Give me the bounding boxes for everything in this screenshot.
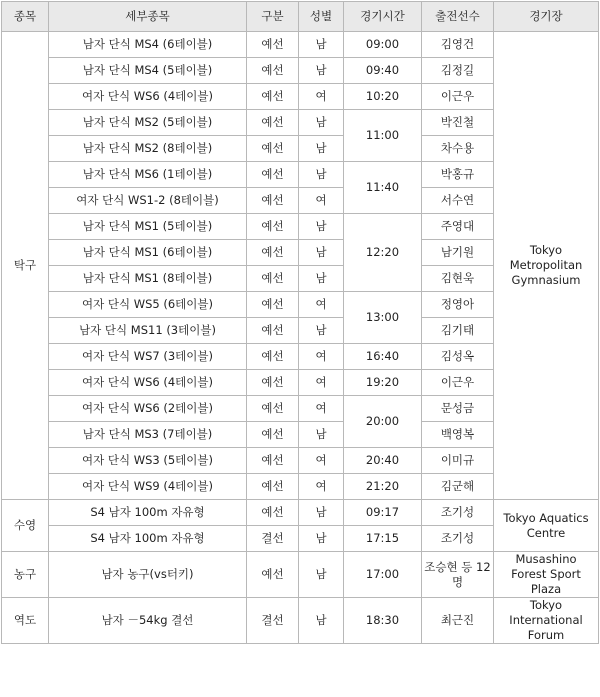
- athlete-name: 조승현 등 12명: [422, 552, 494, 598]
- event-name: 남자 단식 MS1 (6테이블): [49, 240, 247, 266]
- gender: 여: [299, 448, 344, 474]
- event-name: S4 남자 100m 자유형: [49, 526, 247, 552]
- match-time: 13:00: [344, 292, 422, 344]
- round-type: 예선: [247, 266, 299, 292]
- gender: 남: [299, 266, 344, 292]
- round-type: 예선: [247, 58, 299, 84]
- venue-name: Tokyo Aquatics Centre: [494, 500, 599, 552]
- header-athlete: 출전선수: [422, 2, 494, 32]
- event-name: 여자 단식 WS6 (4테이블): [49, 370, 247, 396]
- venue-name: Tokyo International Forum: [494, 598, 599, 644]
- header-gender: 성별: [299, 2, 344, 32]
- athlete-name: 주영대: [422, 214, 494, 240]
- round-type: 예선: [247, 552, 299, 598]
- table-row: [2, 598, 599, 644]
- athlete-name: 김성옥: [422, 344, 494, 370]
- athlete-name: 이근우: [422, 370, 494, 396]
- schedule-table: [1, 1, 599, 644]
- event-name: 남자 단식 MS2 (5테이블): [49, 110, 247, 136]
- athlete-name: 조기성: [422, 526, 494, 552]
- match-time: 10:20: [344, 84, 422, 110]
- athlete-name: 백영복: [422, 422, 494, 448]
- event-name: S4 남자 100m 자유형: [49, 500, 247, 526]
- round-type: 예선: [247, 84, 299, 110]
- match-time: 11:00: [344, 110, 422, 162]
- round-type: 예선: [247, 188, 299, 214]
- gender: 남: [299, 32, 344, 58]
- event-name: 여자 단식 WS7 (3테이블): [49, 344, 247, 370]
- gender: 남: [299, 552, 344, 598]
- round-type: 예선: [247, 422, 299, 448]
- event-name: 남자 단식 MS1 (8테이블): [49, 266, 247, 292]
- table-row: [2, 32, 599, 58]
- gender: 여: [299, 344, 344, 370]
- match-time: 11:40: [344, 162, 422, 214]
- athlete-name: 남기원: [422, 240, 494, 266]
- match-time: 17:00: [344, 552, 422, 598]
- event-name: 남자 －54kg 결선: [49, 598, 247, 644]
- round-type: 예선: [247, 32, 299, 58]
- gender: 남: [299, 526, 344, 552]
- gender: 여: [299, 370, 344, 396]
- athlete-name: 이근우: [422, 84, 494, 110]
- round-type: 예선: [247, 500, 299, 526]
- athlete-name: 김현욱: [422, 266, 494, 292]
- event-name: 남자 단식 MS6 (1테이블): [49, 162, 247, 188]
- match-time: 12:20: [344, 214, 422, 292]
- event-name: 여자 단식 WS1-2 (8테이블): [49, 188, 247, 214]
- gender: 남: [299, 240, 344, 266]
- event-name: 남자 단식 MS1 (5테이블): [49, 214, 247, 240]
- match-time: 17:15: [344, 526, 422, 552]
- round-type: 예선: [247, 292, 299, 318]
- event-name: 남자 단식 MS4 (5테이블): [49, 58, 247, 84]
- gender: 여: [299, 292, 344, 318]
- round-type: 예선: [247, 318, 299, 344]
- sport-name: 역도: [2, 598, 49, 644]
- match-time: 20:00: [344, 396, 422, 448]
- round-type: 예선: [247, 396, 299, 422]
- round-type: 예선: [247, 110, 299, 136]
- schedule-body: [2, 32, 599, 644]
- gender: 남: [299, 58, 344, 84]
- athlete-name: 박홍규: [422, 162, 494, 188]
- event-name: 남자 단식 MS4 (6테이블): [49, 32, 247, 58]
- athlete-name: 차수용: [422, 136, 494, 162]
- round-type: 결선: [247, 598, 299, 644]
- athlete-name: 김기태: [422, 318, 494, 344]
- sport-name: 탁구: [2, 32, 49, 500]
- athlete-name: 이미규: [422, 448, 494, 474]
- event-name: 남자 농구(vs터키): [49, 552, 247, 598]
- athlete-name: 문성금: [422, 396, 494, 422]
- gender: 여: [299, 84, 344, 110]
- round-type: 예선: [247, 474, 299, 500]
- event-name: 여자 단식 WS3 (5테이블): [49, 448, 247, 474]
- event-name: 여자 단식 WS6 (4테이블): [49, 84, 247, 110]
- athlete-name: 김영건: [422, 32, 494, 58]
- gender: 남: [299, 500, 344, 526]
- round-type: 예선: [247, 136, 299, 162]
- gender: 남: [299, 162, 344, 188]
- round-type: 결선: [247, 526, 299, 552]
- athlete-name: 김정길: [422, 58, 494, 84]
- match-time: 09:17: [344, 500, 422, 526]
- header-sport: 종목: [2, 2, 49, 32]
- round-type: 예선: [247, 370, 299, 396]
- gender: 남: [299, 422, 344, 448]
- gender: 여: [299, 474, 344, 500]
- match-time: 09:00: [344, 32, 422, 58]
- round-type: 예선: [247, 344, 299, 370]
- sport-name: 수영: [2, 500, 49, 552]
- event-name: 남자 단식 MS3 (7테이블): [49, 422, 247, 448]
- gender: 남: [299, 318, 344, 344]
- match-time: 16:40: [344, 344, 422, 370]
- round-type: 예선: [247, 162, 299, 188]
- event-name: 남자 단식 MS11 (3테이블): [49, 318, 247, 344]
- match-time: 21:20: [344, 474, 422, 500]
- event-name: 남자 단식 MS2 (8테이블): [49, 136, 247, 162]
- athlete-name: 김군해: [422, 474, 494, 500]
- event-name: 여자 단식 WS6 (2테이블): [49, 396, 247, 422]
- athlete-name: 서수연: [422, 188, 494, 214]
- match-time: 19:20: [344, 370, 422, 396]
- venue-name: Tokyo Metropolitan Gymnasium: [494, 32, 599, 500]
- header-row: [2, 2, 599, 32]
- athlete-name: 최근진: [422, 598, 494, 644]
- match-time: 09:40: [344, 58, 422, 84]
- table-row: [2, 552, 599, 598]
- header-event: 세부종목: [49, 2, 247, 32]
- event-name: 여자 단식 WS9 (4테이블): [49, 474, 247, 500]
- gender: 여: [299, 396, 344, 422]
- header-time: 경기시간: [344, 2, 422, 32]
- venue-name: Musashino Forest Sport Plaza: [494, 552, 599, 598]
- match-time: 18:30: [344, 598, 422, 644]
- gender: 남: [299, 598, 344, 644]
- gender: 남: [299, 214, 344, 240]
- athlete-name: 조기성: [422, 500, 494, 526]
- header-round: 구분: [247, 2, 299, 32]
- match-time: 20:40: [344, 448, 422, 474]
- gender: 여: [299, 188, 344, 214]
- round-type: 예선: [247, 448, 299, 474]
- sport-name: 농구: [2, 552, 49, 598]
- gender: 남: [299, 110, 344, 136]
- event-name: 여자 단식 WS5 (6테이블): [49, 292, 247, 318]
- round-type: 예선: [247, 214, 299, 240]
- round-type: 예선: [247, 240, 299, 266]
- athlete-name: 박진철: [422, 110, 494, 136]
- athlete-name: 정영아: [422, 292, 494, 318]
- header-venue: 경기장: [494, 2, 599, 32]
- gender: 남: [299, 136, 344, 162]
- table-row: [2, 500, 599, 526]
